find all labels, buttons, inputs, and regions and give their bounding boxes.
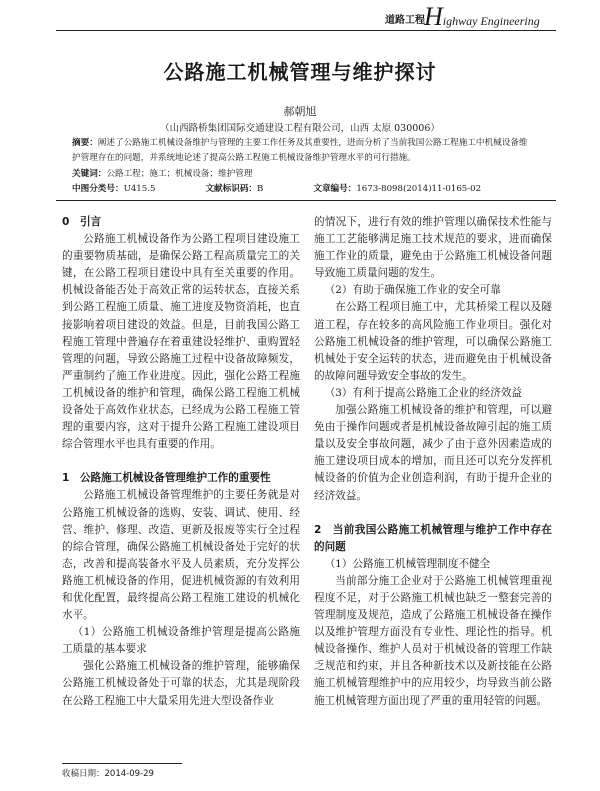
section-1-paragraph: 公路施工机械设备管理维护的主要任务就是对公路施工机械设备的选购、安装、调试、使用、经营、维护、修理、改造、更新及报废等实行全过程的综合管理，确保公路施工机械设备处于完好的状态，改善和提高装备水平及人员素质，充分发挥公路施工机械设备的作用，促进机械资源的有效利用和优化配置，最终提高公路工程施工建设的机械化水平。	[62, 489, 300, 622]
section-1-3-paragraph: 加强公路施工机械设备的维护和管理，可以避免由于操作问题或者是机械设备故障引起的施工质量以及安全事故问题，减少了由于意外因素造成的施工建设项目成本的增加，而且还可以充分发挥机械设备的价值为企业创造利润，有助于提升企业的经济效益。	[314, 404, 552, 502]
article-number-value: 1673-8098(2014)11-0165-02	[356, 184, 482, 194]
abstract	[72, 136, 532, 166]
keywords-label: 关键词：	[72, 169, 107, 179]
footer-rule	[62, 763, 182, 764]
journal-name-rest: ighway Engineering	[442, 14, 540, 28]
classification-line	[72, 182, 542, 197]
abstract-text: 阐述了公路施工机械设备维护与管理的主要工作任务及其重要性，进而分析了当前我国公路工程施工中机械设备维护管理存在的问题，并系统地论述了提高公路工程施工机械设备维护管理水平的可行措施。	[72, 138, 528, 163]
abstract-label: 摘要：	[72, 138, 98, 148]
doc-code-label: 文献标识码：	[205, 184, 258, 194]
article-number-label: 文章编号：	[313, 184, 357, 194]
section-2-1-title: （1）公路施工机械管理制度不健全	[324, 557, 491, 570]
section-2-1-paragraph: 当前部分施工企业对于公路施工机械管理重视程度不足，对于公路施工机械也缺乏一整套完善的管理制度及规范，造成了公路施工机械设备在操作以及维护管理方面没有专业性、理论性的指导。机械设备操作、维护人员对于机械设备的管理工作缺乏规范和约束，并且各种新技术以及新技能在公路施工机械管理维护中的应用较少，均导致当前公路施工机械管理方面出现了严重的重用轻管的问题。	[314, 574, 552, 707]
journal-initial: H	[424, 2, 443, 31]
section-1-1-paragraph-part1: 强化公路施工机械设备的维护管理，能够确保公路施工机械设备处于可靠的状态，尤其是现阶段在公路工程施工中大量采用先进大型设备作业	[62, 660, 300, 707]
section-0-paragraph: 公路施工机械设备作为公路工程项目建设施工的重要物质基础，是确保公路工程高质量完工的关键，在公路工程项目建设中具有至关重要的作用。机械设备能否处于高效正常的运转状态，直接关系到公路工程施工质量、施工进度及物资消耗，也直接影响着项目建设的效益。但是，目前我国公路工程施工管理中普遍存在着重建设轻维护、重购置轻管理的问题，导致公路施工过程中设备故障频发，严重制约了施工作业进度。因此，强化公路工程施工机械设备的维护和管理，确保公路工程施工机械设备处于高效作业状态，已经成为公路工程施工管理的重要内容，这对于提升公路工程施工建设项目综合管理水平也具有重要的作用。	[62, 233, 300, 451]
meta-rule	[56, 200, 556, 201]
affiliation: （山西路桥集团国际交通建设工程有限公司，山西 太原 030006）	[160, 123, 440, 134]
section-2-title: 2 当前我国公路施工机械管理与维护工作中存在的问题	[314, 523, 552, 553]
clc-value: U415.5	[123, 184, 156, 194]
journal-name-cn: 道路工程	[385, 15, 425, 26]
section-1-3-title: （3）有利于提高公路施工企业的经济效益	[324, 386, 523, 399]
column-right	[314, 214, 552, 710]
section-1-1-title: （1）公路施工机械设备维护管理是提高公路施工质量的基本要求	[62, 626, 300, 656]
header-rule	[56, 30, 556, 31]
section-1-title: 1 公路施工机械设备管理维护工作的重要性	[62, 472, 271, 485]
received-value: 2014-09-29	[104, 769, 154, 779]
section-0-title: 0 引言	[62, 216, 102, 228]
section-1-2-title: （2）有助于确保施工作业的安全可靠	[324, 284, 501, 297]
keywords	[72, 167, 532, 182]
article-title: 公路施工机械管理与维护探讨	[163, 60, 437, 84]
received-date	[62, 767, 154, 779]
received-label: 收稿日期：	[62, 769, 105, 779]
journal-name-en	[424, 2, 540, 32]
author: 郝朝旭	[283, 105, 317, 118]
section-1-2-paragraph: 在公路工程项目施工中，尤其桥梁工程以及隧道工程，存在较多的高风险施工作业项目。强化对公路施工机械设备的维护管理，可以确保公路施工机械处于安全运转的状态，进而避免由于机械设备的故障问题导致安全事故的发生。	[314, 301, 552, 382]
column-left	[62, 214, 300, 710]
doc-code-value: B	[257, 184, 264, 194]
section-1-1-paragraph-part2: 的情况下，进行有效的维护管理以确保技术性能与施工工艺能够满足施工技术规范的要求，进而确保施工作业的质量，避免由于公路施工机械设备问题导致施工质量问题的发生。	[314, 216, 552, 280]
clc-label: 中图分类号：	[72, 184, 124, 194]
keywords-text: 公路工程；施工；机械设备；维护管理	[106, 169, 253, 179]
